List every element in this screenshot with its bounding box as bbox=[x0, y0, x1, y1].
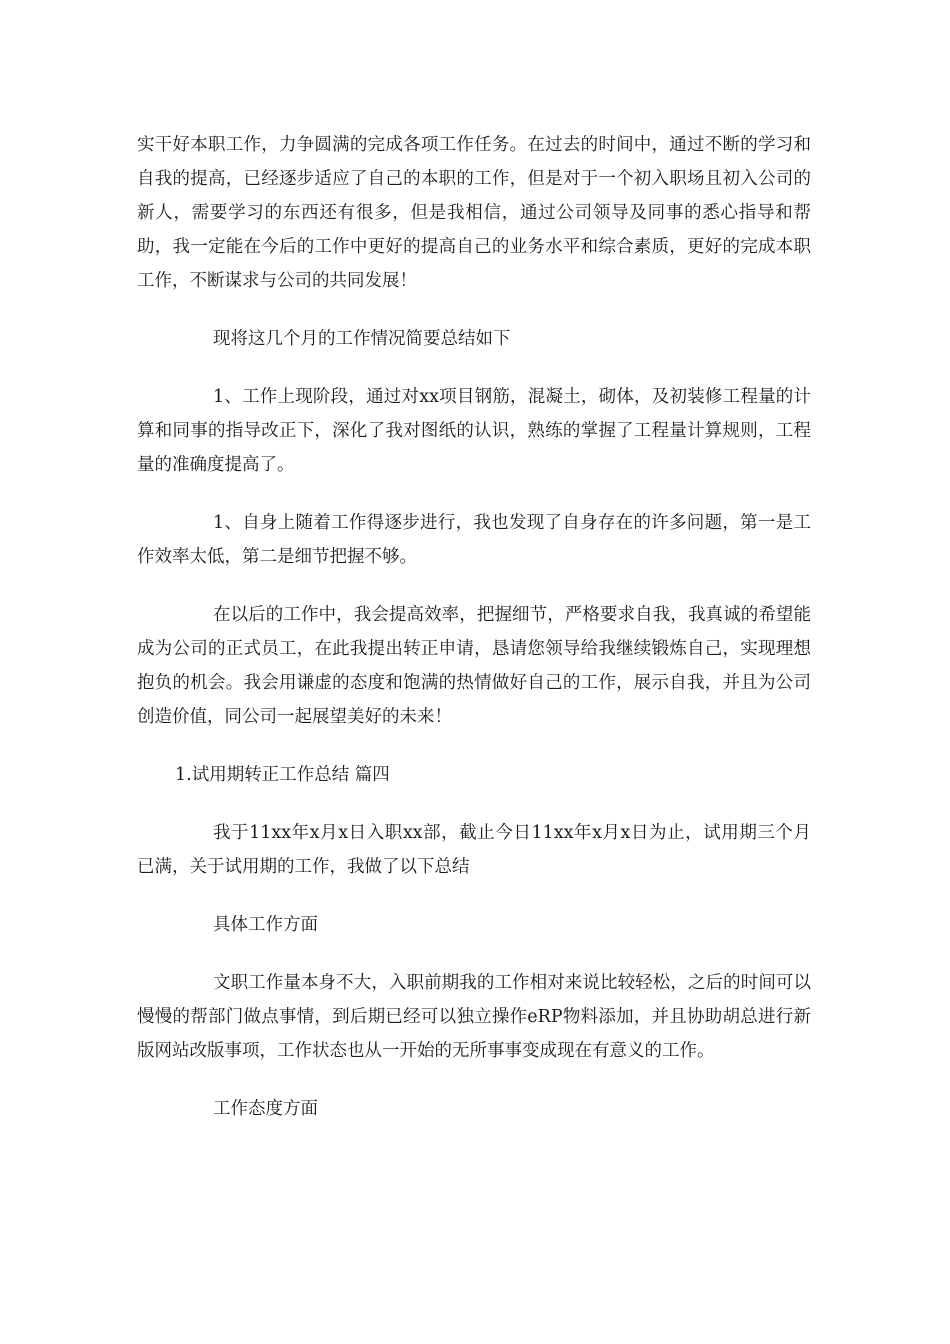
paragraph-self-item: 1、自身上随着工作得逐步进行，我也发现了自身存在的许多问题，第一是工作效率太低，第二是细节把握不够。 bbox=[137, 513, 811, 567]
paragraph-summary-lead: 现将这几个月的工作情况简要总结如下 bbox=[213, 329, 511, 349]
subheading-work-details: 具体工作方面 bbox=[213, 915, 318, 935]
paragraph-probation: 我于11xx年x月x日入职xx部，截止今日11xx年x月x日为止，试用期三个月已满，关于试用期的工作，我做了以下总结 bbox=[137, 823, 811, 877]
section-heading: 1.试用期转正工作总结 篇四 bbox=[175, 765, 390, 785]
document-body bbox=[137, 128, 811, 1150]
paragraph-work-item: 1、工作上现阶段，通过对xx项目钢筋，混凝土，砌体，及初装修工程量的计算和同事的指导改正下，深化了我对图纸的认识，熟练的掌握了工程量计算规则，工程量的准确度提高了。 bbox=[137, 387, 811, 475]
paragraph-future: 在以后的工作中，我会提高效率，把握细节，严格要求自我，我真诚的希望能成为公司的正式员工，在此我提出转正申请，恳请您领导给我继续锻炼自己，实现理想抱负的机会。我会用谦虚的态度和饱满的热情做好自己的工作，展示自我，并且为公司创造价值，同公司一起展望美好的未来！ bbox=[137, 605, 811, 727]
paragraph-intro: 实干好本职工作，力争圆满的完成各项工作任务。在过去的时间中，通过不断的学习和自我的提高，已经逐步适应了自己的本职的工作，但是对于一个初入职场且初入公司的新人，需要学习的东西还有很多，但是我相信，通过公司领导及同事的悉心指导和帮助，我一定能在今后的工作中更好的提高自己的业务水平和综合素质，更好的完成本职工作，不断谋求与公司的共同发展！ bbox=[137, 135, 811, 291]
paragraph-clerical-work: 文职工作量本身不大，入职前期我的工作相对来说比较轻松，之后的时间可以慢慢的帮部门做点事情，到后期已经可以独立操作eRP物料添加，并且协助胡总进行新版网站改版事项，工作状态也从一开始的无所事事变成现在有意义的工作。 bbox=[137, 973, 811, 1061]
subheading-work-attitude: 工作态度方面 bbox=[213, 1099, 318, 1119]
